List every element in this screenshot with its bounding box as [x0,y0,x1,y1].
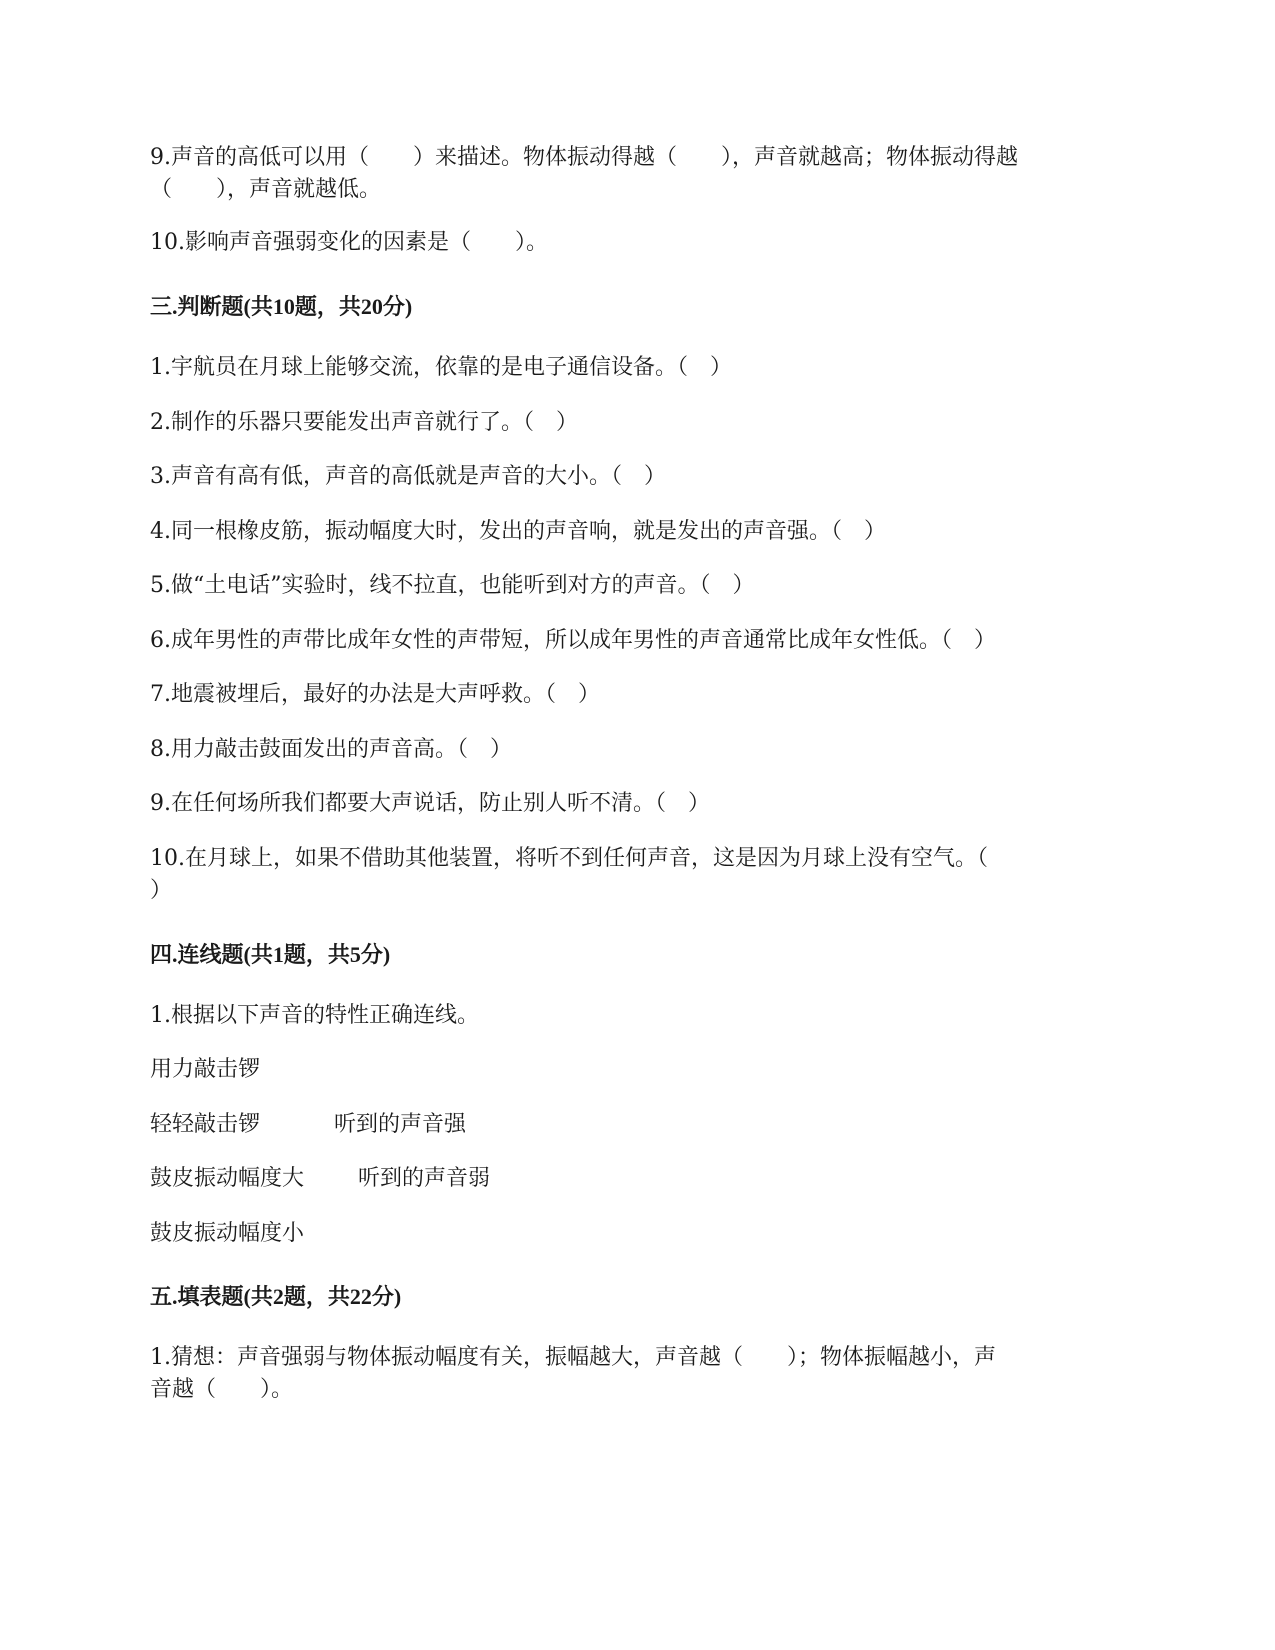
judge-question-8: 8.用力敲击鼓面发出的声音高。（ ） [150,737,512,762]
judge-question-2: 2.制作的乐器只要能发出声音就行了。（ ） [150,410,578,435]
table-section-heading: 五.填表题(共2题，共22分) [150,1284,402,1309]
judge-question-1: 1.宇航员在月球上能够交流，依靠的是电子通信设备。（ ） [150,355,732,380]
table-question-1-line2: 音越（ ）。 [150,1377,294,1402]
fill-question-9-line1: 9.声音的高低可以用（ ）来描述。物体振动得越（ ），声音就越高；物体振动得越 [150,145,1018,170]
judge-question-6: 6.成年男性的声带比成年女性的声带短，所以成年男性的声音通常比成年女性低。（ ） [150,628,996,653]
judge-question-7: 7.地震被埋后，最好的办法是大声呼救。（ ） [150,682,600,707]
match-left-item-4: 鼓皮振动幅度小 [150,1221,305,1246]
match-right-item-2: 听到的声音弱 [358,1166,491,1191]
match-section-heading: 四.连线题(共1题，共5分) [150,942,391,967]
judge-section-heading: 三.判断题(共10题，共20分) [150,294,413,319]
match-right-item-1: 听到的声音强 [334,1112,467,1137]
match-left-item-3: 鼓皮振动幅度大 [150,1166,305,1191]
match-question-prompt: 1.根据以下声音的特性正确连线。 [150,1003,479,1028]
match-left-item-1: 用力敲击锣 [150,1057,261,1082]
judge-question-4: 4.同一根橡皮筋，振动幅度大时，发出的声音响，就是发出的声音强。（ ） [150,519,886,544]
judge-question-10-line2: ） [150,878,173,903]
judge-question-10-line1: 10.在月球上，如果不借助其他装置，将听不到任何声音，这是因为月球上没有空气。（ [150,846,988,871]
fill-question-10: 10.影响声音强弱变化的因素是（ ）。 [150,230,548,255]
judge-question-5: 5.做“土电话”实验时，线不拉直，也能听到对方的声音。（ ） [150,573,755,598]
table-question-1-line1: 1.猜想：声音强弱与物体振动幅度有关，振幅越大，声音越（ ）；物体振幅越小，声 [150,1345,996,1370]
judge-question-3: 3.声音有高有低，声音的高低就是声音的大小。（ ） [150,464,666,489]
match-left-item-2: 轻轻敲击锣 [150,1112,261,1137]
fill-question-9-line2: （ ），声音就越低。 [150,177,382,202]
judge-question-9: 9.在任何场所我们都要大声说话，防止别人听不清。（ ） [150,791,710,816]
